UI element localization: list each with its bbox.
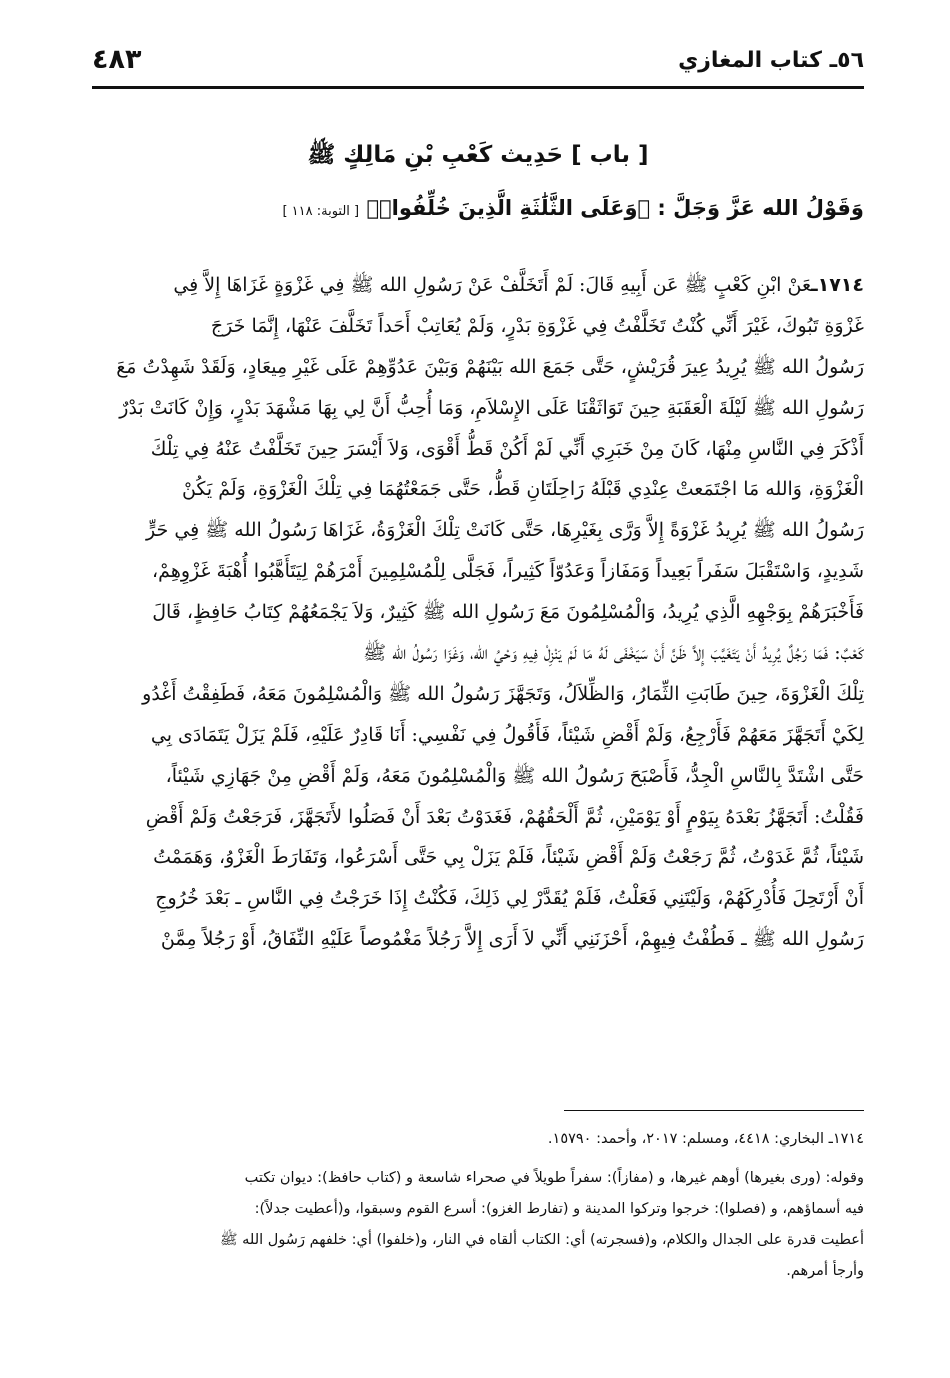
verse-intro: وَقَوْلُ الله عَزَّ وَجَلَّ : ﴿وَعَلَى الثَّلَٰثَةِ الَّذِينَ خُلِّفُوا۟﴾ — [366, 196, 864, 220]
body-line: الْغَزْوَةِ، وَالله مَا اجْتَمَعتْ عِنْدِي قَبْلَهُ رَاحِلَتَانِ قَطُّ، حَتَّى جَمَعْتُهُمَا فِي تِلْكَ الْغَزْوَةِ، وَلَمْ يَكُنْ — [181, 478, 864, 501]
body-line: كَعْبٌ: فَمَا رَجُلٌ يُرِيدُ أَنْ يَتَغَيَّبَ إِلاَّ ظَنَّ أَنْ سَيَخْفَى لَهُ مَا لَمْ يَنْزِلْ فِيهِ وَحْيُ الله، وَغَزَا رَسُولُ الله ﷺ — [363, 642, 864, 665]
footnote-line: وأرجأ أمرهم. — [786, 1263, 864, 1279]
footnote-line: فيه أسماؤهم، و (فصلوا): خرجوا وتركوا المدينة و (تفارط الغزو): أسرع القوم وسبقوا، و(أعطيت جدلاً): — [254, 1201, 864, 1217]
body-line: أَذْكَرَ فِي النَّاسِ مِنْهَا، كَانَ مِنْ خَبَرِي أَنِّي لَمْ أَكُنْ قَطُّ أَقْوَى، وَلاَ أَيْسَرَ حِينَ تَخَلَّفْتُ عَنْهُ فِي تِلْكَ — [150, 437, 864, 460]
footnote-rule — [564, 1110, 864, 1111]
footnote-line: أعطيت قدرة على الجدال والكلام، و(فسجرته) أي: الكتاب ألقاه في النار، و(خلفوا) أي: خلفهم رَسُول الله ﷺ — [220, 1232, 864, 1248]
hadith-body — [92, 265, 864, 960]
header-rule — [92, 86, 864, 89]
body-line — [92, 265, 864, 306]
body-line: رَسُولِ الله ﷺ لَيْلَةَ الْعَقَبَةِ حِينَ تَوَاثَقْنَا عَلَى الإِسْلاَمِ، وَمَا أُحِبُّ أَنَّ لِي بِهَا مَشْهَدَ بَدْرٍ، وَإِنْ كَانَتْ بَدْرٌ — [119, 396, 864, 419]
body-line: فَأَخْبَرَهُمْ بِوَجْهِهِ الَّذِي يُرِيدُ، وَالْمُسْلِمُونَ مَعَ رَسُولِ الله ﷺ كَثِيرٌ، وَلاَ يَجْمَعُهُمْ كِتَابُ حَافِظٍ، قَالَ — [152, 601, 864, 624]
body-line: حَتَّى اشْتَدَّ بِالنَّاسِ الْجِدُّ، فَأَصْبَحَ رَسُولُ الله ﷺ وَالْمُسْلِمُونَ مَعَهُ، وَلَمْ أَقْضِ مِنْ جَهَازِي شَيْئاً، — [165, 764, 864, 787]
verse-reference: [ التوبة: ١١٨ ] — [282, 204, 360, 219]
body-line: رَسُولُ الله ﷺ يُرِيدُ غَزْوَةً إِلاَّ وَرَّى بِغَيْرِهَا، حَتَّى كَانَتْ تِلْكَ الْغَزْوَةُ، غَزَاهَا رَسُولُ الله ﷺ فِي حَرٍّ — [146, 519, 864, 542]
body-line: أَنْ أَرْتَحِلَ فَأُدْرِكَهُمْ، وَلَيْتَنِي فَعَلْتُ، فَلَمْ يُقَدَّرْ لِي ذَلِكَ، فَكُنْتُ إِذَا خَرَجْتُ فِي النَّاسِ ـ بَعْدَ خُرُوجِ — [155, 887, 864, 910]
footnote-source: ١٧١٤ـ البخاري: ٤٤١٨، ومسلم: ٢٠١٧، وأحمد: ١٥٧٩٠. — [547, 1131, 864, 1147]
page-header — [92, 42, 864, 82]
body-line-text: عَنْ ابْنِ كَعْبٍ ﷺ عَن أَبِيهِ قَالَ: لَمْ أَتَخَلَّفْ عَنْ رَسُولِ الله ﷺ فِي غَزْوَةٍ غَزَاهَا إِلاَّ فِي — [173, 274, 812, 296]
body-line: تِلْكَ الْغَزْوَةَ، حِينَ طَابَتِ الثِّمَارُ، وَالظِّلاَلُ، وَتَجَهَّزَ رَسُولُ الله ﷺ وَالْمُسْلِمُونَ مَعَهُ، فَطَفِقْتُ أَغْدُو — [142, 682, 864, 705]
chapter-title: [ باب ] حَدِيث كَعْبِ بْنِ مَالِكٍ ﷺ — [307, 142, 649, 168]
body-line: فَقُلْتُ: أَتَجَهَّزُ بَعْدَهُ بِيَوْمٍ أَوْ يَوْمَيْنِ، ثُمَّ أَلْحَقُهُمْ، فَغَدَوْتُ بَعْدَ أَنْ فَصَلُوا لأَتَجَهَّزَ، فَرَجَعْتُ وَلَمْ أَقْضِ — [145, 805, 864, 828]
verse-line — [92, 196, 864, 220]
body-line: شَيْئاً، ثُمَّ غَدَوْتُ، ثُمَّ رَجَعْتُ وَلَمْ أَقْضِ شَيْئاً، فَلَمْ يَزَلْ بِي حَتَّى أَسْرَعُوا، وَتَفَارَطَ الْغَزْوُ، وَهَمَمْتُ — [153, 846, 864, 869]
footnotes — [92, 1124, 864, 1287]
footnote-line: وقوله: (ورى بغيرها) أوهم غيرها، و (مفازاً): سفراً طويلاً في صحراء شاسعة و (كتاب حافظ): ديوان تكتب — [244, 1170, 864, 1186]
body-line: رَسُولُ الله ﷺ يُرِيدُ عِيرَ قُرَيْشٍ، حَتَّى جَمَعَ الله بَيْنَهُمْ وَبَيْنَ عَدُوِّهِمْ عَلَى غَيْرِ مِيعَادٍ، وَلَقَدْ شَهِدْتُ مَعَ — [116, 355, 864, 378]
body-line: شَدِيدٍ، وَاسْتَقْبَلَ سَفَراً بَعِيداً وَمَفَازاً وَعَدُوّاً كَثِيراً، فَجَلَّى لِلْمُسْلِمِينَ أَمْرَهُمْ لِيَتَأَهَّبُوا أُهْبَةَ غَزْوِهِمْ، — [152, 560, 864, 583]
body-line: لِكَيْ أَتَجَهَّزَ مَعَهُمْ فَأَرْجِعُ، وَلَمْ أَقْضِ شَيْئاً، فَأَقُولُ فِي نَفْسِي: أَنَا قَادِرٌ عَلَيْهِ، فَلَمْ يَزَلْ يَتَمَادَى بِي — [150, 723, 864, 746]
running-title: ٥٦ـ كتاب المغازي — [678, 48, 864, 73]
page-number: ٤٨٣ — [92, 44, 142, 75]
body-line: غَزْوَةِ تَبُوكَ، غَيْرَ أَنِّي كُنْتُ تَخَلَّفْتُ فِي غَزْوَةِ بَدْرٍ، وَلَمْ يُعَاتِبْ أَحَداً تَخَلَّفَ عَنْهَا، إِنَّمَا خَرَجَ — [210, 314, 864, 337]
body-line: رَسُولِ الله ﷺ ـ فَطُفْتُ فِيهِمْ، أَحْزَنَنِي أَنِّي لاَ أَرَى إِلاَّ رَجُلاً مَغْمُوصاً عَلَيْهِ النِّفَاقُ، أَوْ رَجُلاً مِمَّنْ — [160, 928, 864, 951]
hadith-number: ١٧١٤ـ — [811, 274, 864, 296]
